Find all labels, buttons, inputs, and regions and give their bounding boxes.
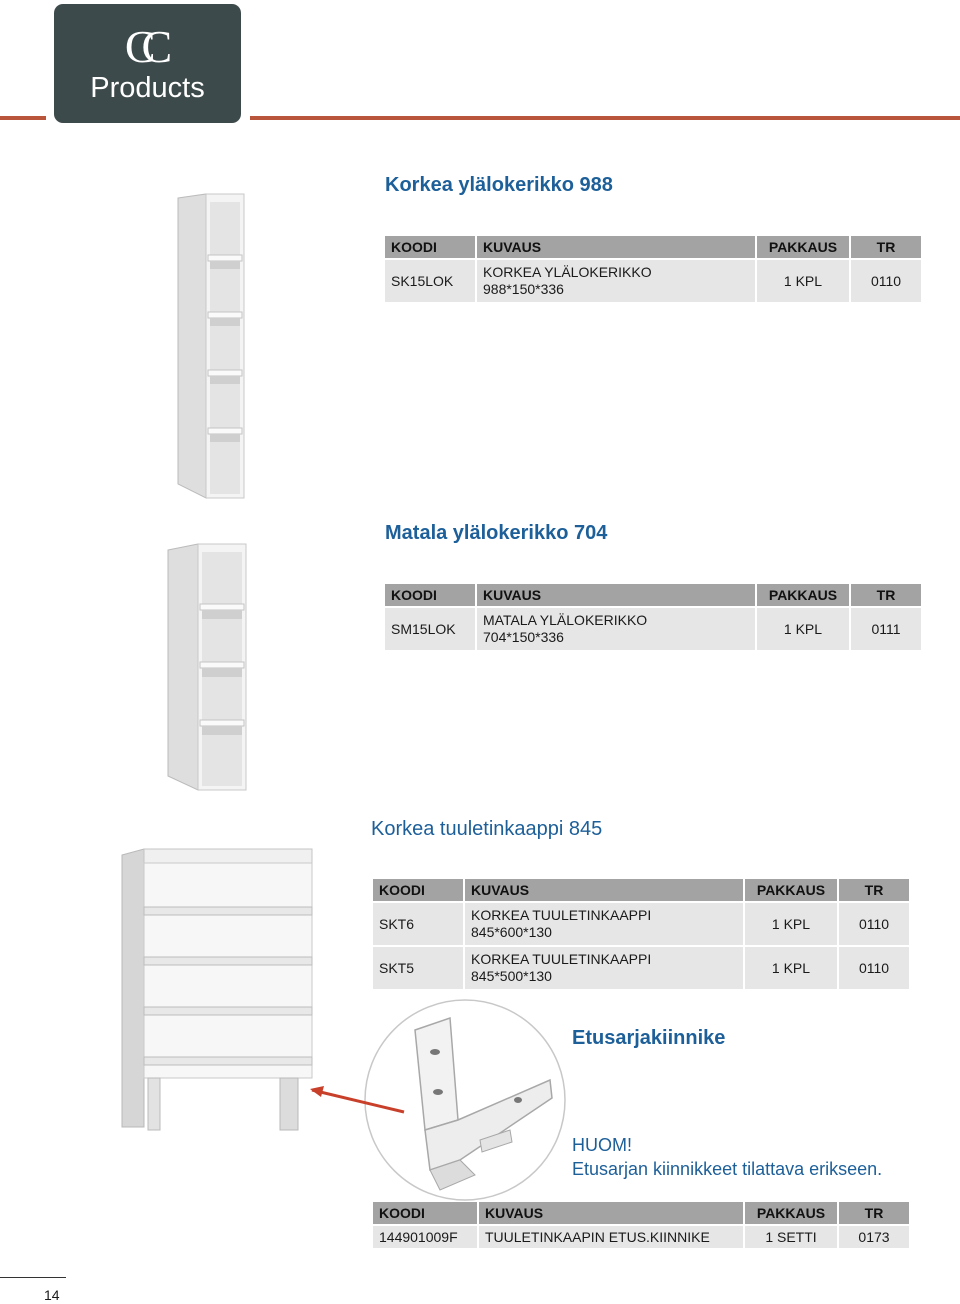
col-kuvaus: KUVAUS <box>465 879 743 901</box>
section-title-korkea-ylalokerikko: Korkea ylälokerikko 988 <box>385 174 613 196</box>
col-kuvaus: KUVAUS <box>477 584 755 606</box>
kuvaus-line-2: 845*600*130 <box>471 924 552 940</box>
table-row <box>385 608 921 650</box>
note <box>572 1133 882 1181</box>
note-text: Etusarjan kiinnikkeet tilattava erikseen. <box>572 1159 883 1179</box>
kuvaus-line-1: KORKEA TUULETINKAAPPI <box>471 907 652 923</box>
col-pakkaus: PAKKAUS <box>745 1202 837 1224</box>
korkea-ylalokerikko-image <box>150 180 260 510</box>
spec-table-korkea-ylalokerikko <box>383 234 923 304</box>
cell-koodi: SKT5 <box>373 947 463 989</box>
page-number-rule <box>0 1277 66 1278</box>
spec-table-matala-ylalokerikko <box>383 582 923 652</box>
col-koodi: KOODI <box>385 584 475 606</box>
cell-koodi: SKT6 <box>373 903 463 945</box>
col-kuvaus: KUVAUS <box>479 1202 743 1224</box>
cell-pakkaus: 1 SETTI <box>745 1226 837 1248</box>
col-koodi: KOODI <box>373 1202 477 1224</box>
col-pakkaus: PAKKAUS <box>757 236 849 258</box>
col-tr: TR <box>839 879 909 901</box>
logo-name: Products <box>90 72 205 104</box>
col-koodi: KOODI <box>385 236 475 258</box>
cell-tr: 0111 <box>851 608 921 650</box>
matala-ylalokerikko-image <box>150 538 265 798</box>
spec-table-etusarjakiinnike <box>371 1200 911 1250</box>
col-pakkaus: PAKKAUS <box>745 879 837 901</box>
logo-mark: CC <box>124 21 159 72</box>
col-pakkaus: PAKKAUS <box>757 584 849 606</box>
col-kuvaus: KUVAUS <box>477 236 755 258</box>
kuvaus-line-2: 988*150*336 <box>483 281 564 297</box>
spec-table-tuuletinkaappi <box>371 877 911 991</box>
tuuletinkaappi-image <box>112 845 322 1135</box>
cell-pakkaus: 1 KPL <box>745 903 837 945</box>
kuvaus-line-1: KORKEA YLÄLOKERIKKO <box>483 264 652 280</box>
header-rule-left <box>0 116 46 120</box>
cell-kuvaus: TUULETINKAAPIN ETUS.KIINNIKE <box>479 1226 743 1248</box>
page-number: 14 <box>44 1287 60 1303</box>
header-rule-right <box>250 116 960 120</box>
table-row <box>373 1226 909 1248</box>
cell-koodi: SK15LOK <box>385 260 475 302</box>
table-row <box>385 260 921 302</box>
cell-kuvaus <box>477 608 755 650</box>
section-title-matala-ylalokerikko: Matala ylälokerikko 704 <box>385 522 608 544</box>
table-header-row <box>373 879 909 901</box>
table-row <box>373 903 909 945</box>
col-tr: TR <box>839 1202 909 1224</box>
kuvaus-line-1: MATALA YLÄLOKERIKKO <box>483 612 648 628</box>
col-koodi: KOODI <box>373 879 463 901</box>
kuvaus-line-2: 704*150*336 <box>483 629 564 645</box>
table-row <box>373 947 909 989</box>
note-heading: HUOM! <box>572 1135 632 1155</box>
cell-pakkaus: 1 KPL <box>757 608 849 650</box>
cell-kuvaus <box>465 903 743 945</box>
cell-tr: 0110 <box>851 260 921 302</box>
cell-kuvaus <box>465 947 743 989</box>
kuvaus-line-2: 845*500*130 <box>471 968 552 984</box>
cell-kuvaus <box>477 260 755 302</box>
cell-tr: 0110 <box>839 903 909 945</box>
table-header-row <box>373 1202 909 1224</box>
col-tr: TR <box>851 584 921 606</box>
cc-products-logo <box>54 4 241 123</box>
cell-koodi: SM15LOK <box>385 608 475 650</box>
section-title-tuuletinkaappi: Korkea tuuletinkaappi 845 <box>371 818 603 840</box>
col-tr: TR <box>851 236 921 258</box>
cell-koodi: 144901009F <box>373 1226 477 1248</box>
kuvaus-line-1: KORKEA TUULETINKAAPPI <box>471 951 652 967</box>
cell-tr: 0110 <box>839 947 909 989</box>
bracket-detail-image <box>300 990 570 1220</box>
section-title-etusarjakiinnike: Etusarjakiinnike <box>572 1027 726 1049</box>
table-header-row <box>385 584 921 606</box>
cell-tr: 0173 <box>839 1226 909 1248</box>
cell-pakkaus: 1 KPL <box>745 947 837 989</box>
cell-pakkaus: 1 KPL <box>757 260 849 302</box>
table-header-row <box>385 236 921 258</box>
